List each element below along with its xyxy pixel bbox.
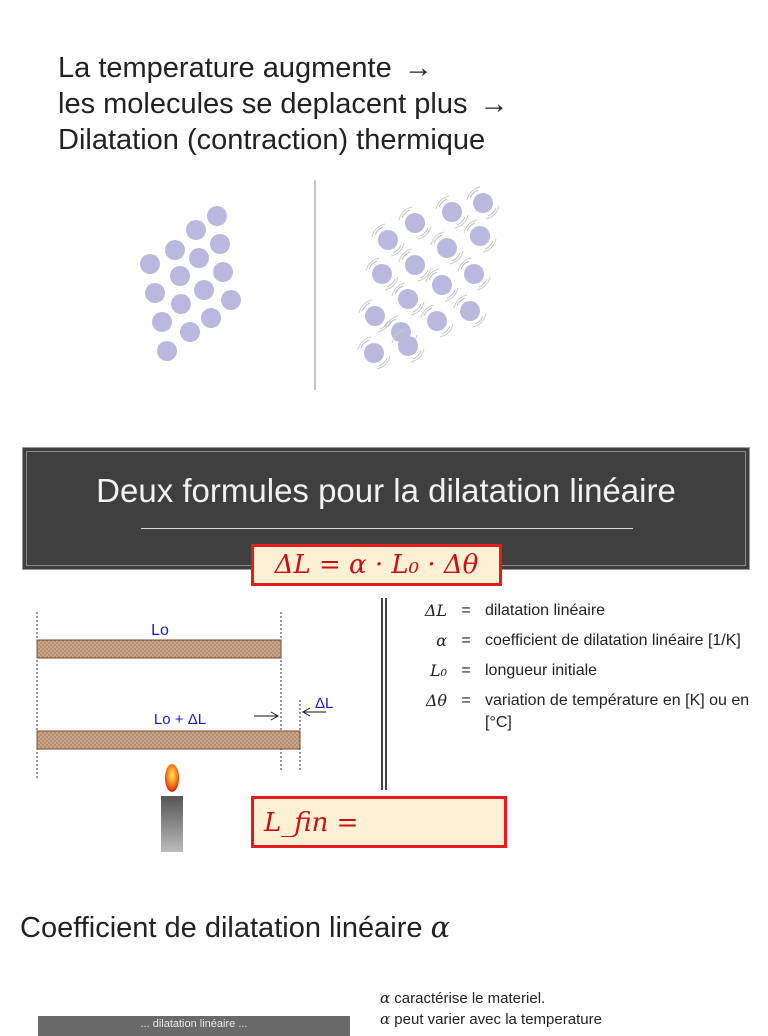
coefficient-table-header: ... dilatation linéaire ... xyxy=(38,1016,350,1036)
banner-underline xyxy=(141,528,633,529)
legend-row: L₀ = longueur initiale xyxy=(429,661,598,680)
label-l0-plus-delta: Lo + ΔL xyxy=(153,711,207,728)
intro-line-3: Dilatation (contraction) thermique xyxy=(58,124,486,156)
candle-icon xyxy=(161,796,183,852)
formula-legend xyxy=(405,600,755,742)
right-arrow-icon: → xyxy=(403,52,433,84)
banner-title: Deux formules pour la dilatation linéaire xyxy=(96,472,676,509)
formula-final-length: L_fin = xyxy=(251,796,507,848)
rod-initial xyxy=(37,640,281,658)
label-delta-l: ΔL xyxy=(315,695,334,712)
formula-main: ΔL = α · L₀ · Δθ xyxy=(251,544,502,586)
legend-row: ΔL = dilatation linéaire xyxy=(424,601,606,620)
molecule-group-hot xyxy=(358,187,499,369)
right-arrow-icon: → xyxy=(479,88,509,120)
column-divider xyxy=(381,598,387,790)
intro-line-1: La temperature augmente → xyxy=(58,52,433,84)
intro-text xyxy=(58,50,509,158)
label-l0: Lo xyxy=(151,622,169,639)
molecules-illustration xyxy=(110,178,530,393)
legend-row: α = coefficient de dilatation linéaire [1/K] xyxy=(436,631,741,650)
flame-icon xyxy=(165,764,179,792)
molecule-group-cold xyxy=(140,206,241,361)
note-line: α peut varier avec la temperature xyxy=(380,1010,602,1028)
intro-line-2: les molecules se deplacent plus → xyxy=(58,88,509,120)
coefficient-heading: Coefficient de dilatation linéaire α xyxy=(20,910,451,944)
legend-row: Δθ = variation de température en [K] ou en [°C] xyxy=(425,691,750,731)
rod-expanded xyxy=(37,731,300,749)
note-line: α caractérise le materiel. xyxy=(380,989,546,1007)
